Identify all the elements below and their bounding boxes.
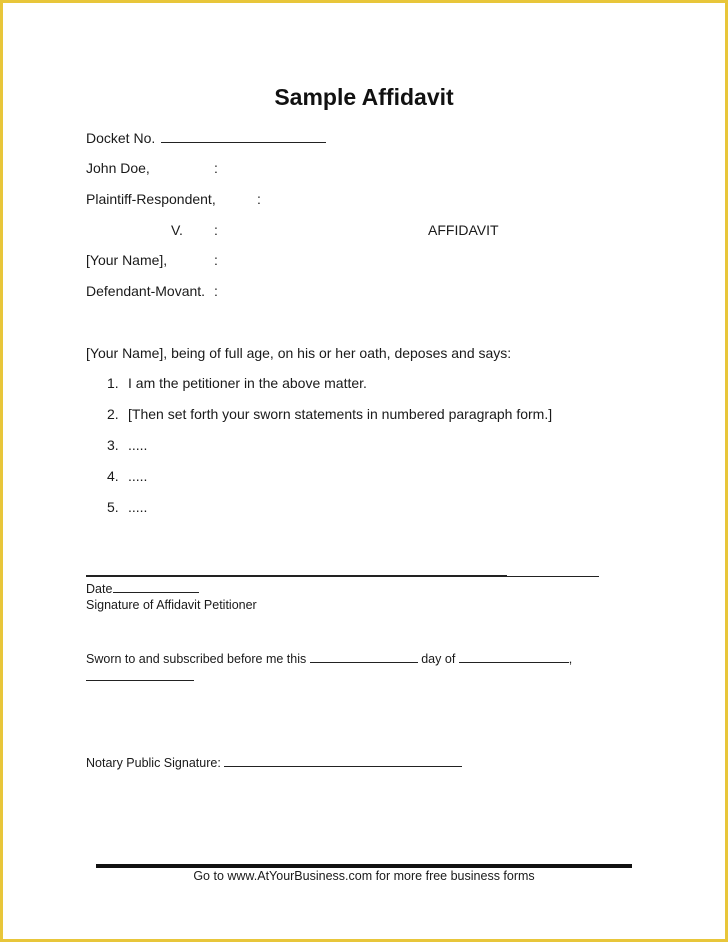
- signature-label: Signature of Affidavit Petitioner: [86, 598, 257, 612]
- caption-colon: :: [214, 252, 218, 268]
- sworn-statement: [86, 650, 572, 666]
- paragraph-number: 2.: [107, 406, 119, 422]
- plaintiff-role: Plaintiff-Respondent,: [86, 191, 216, 207]
- caption-colon: :: [214, 283, 218, 299]
- document-title: Sample Affidavit: [274, 84, 454, 110]
- footer-rule: [96, 864, 632, 868]
- docket-label: Docket No.: [86, 130, 156, 146]
- caption-colon: :: [214, 222, 218, 238]
- paragraph-number: 4.: [107, 468, 119, 484]
- month-blank: [459, 650, 569, 663]
- versus-label: V.: [171, 222, 183, 238]
- sworn-middle: day of: [421, 652, 456, 666]
- plaintiff-name: John Doe,: [86, 160, 150, 176]
- intro-statement: [Your Name], being of full age, on his or her oath, deposes and says:: [86, 345, 512, 361]
- notary-line: [86, 754, 462, 770]
- paragraph-number: 3.: [107, 437, 119, 453]
- day-blank: [310, 650, 418, 663]
- affidavit-heading: AFFIDAVIT: [428, 222, 499, 238]
- date-field: [86, 580, 199, 596]
- date-label: Date: [86, 582, 113, 596]
- defendant-name: [Your Name],: [86, 252, 168, 268]
- docket-number-blank: [161, 130, 326, 143]
- sworn-prefix: Sworn to and subscribed before me this: [86, 652, 307, 666]
- paragraph-text: [Then set forth your sworn statements in numbered paragraph form.]: [128, 406, 553, 422]
- paragraph-text: .....: [128, 468, 148, 484]
- docket-line: [86, 130, 326, 146]
- date-blank: [113, 580, 199, 593]
- signature-line-extension: [507, 576, 599, 577]
- notary-label: Notary Public Signature:: [86, 756, 221, 770]
- paragraph-text: .....: [128, 437, 148, 453]
- notary-signature-blank: [224, 754, 462, 767]
- caption-colon: :: [257, 191, 261, 207]
- paragraph-number: 5.: [107, 499, 119, 515]
- paragraph-text: I am the petitioner in the above matter.: [128, 375, 367, 391]
- signature-line: [86, 575, 507, 577]
- sworn-suffix: ,: [568, 652, 573, 666]
- year-blank: [86, 680, 194, 681]
- footer-text: Go to www.AtYourBusiness.com for more free business forms: [193, 869, 535, 883]
- paragraph-text: .....: [128, 499, 148, 515]
- caption-colon: :: [214, 160, 218, 176]
- paragraph-number: 1.: [107, 375, 119, 391]
- defendant-role: Defendant-Movant.: [86, 283, 206, 299]
